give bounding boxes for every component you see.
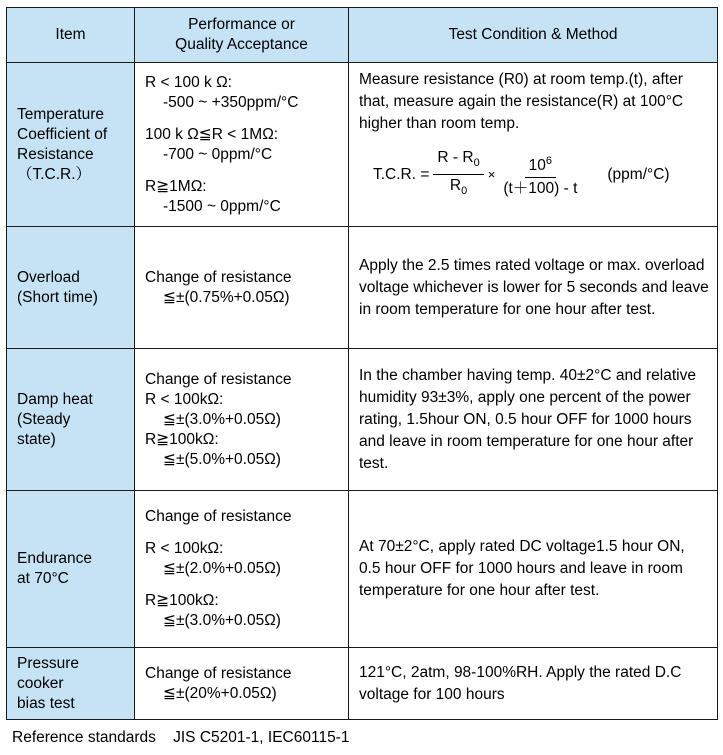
item-line: state) (17, 430, 56, 448)
condition-cell (349, 227, 718, 349)
perf-line: R < 100kΩ: (145, 540, 224, 557)
perf-line: ≦±(0.75%+0.05Ω) (163, 288, 290, 306)
range-label: R < 100 k Ω: (145, 73, 232, 91)
item-cell (7, 227, 135, 349)
header-performance (135, 8, 349, 63)
specification-table (6, 7, 718, 720)
reference-label: Reference standards (12, 729, 156, 746)
item-cell (7, 63, 135, 227)
perf-line: R < 100kΩ: (145, 390, 224, 408)
performance-cell (135, 491, 349, 648)
range-value: -700 ~ 0ppm/°C (163, 145, 273, 163)
performance-cell (135, 648, 349, 720)
perf-line: R≧100kΩ: (145, 430, 219, 448)
formula-fraction-1 (433, 149, 483, 200)
header-row (7, 8, 718, 63)
item-line: (Steady (17, 410, 71, 428)
item-line: Pressure (17, 654, 80, 672)
formula-unit: (ppm/°C) (607, 165, 670, 183)
numerator-2-sup: 6 (545, 154, 553, 167)
numerator-1-sub: 0 (473, 157, 480, 170)
perf-line: R≧100kΩ: (145, 592, 219, 609)
item-line: Damp heat (17, 390, 93, 408)
condition-cell (349, 349, 718, 491)
perf-line: Change of resistance (145, 268, 292, 286)
numerator-2: 10 (528, 156, 546, 174)
condition-text: Apply the 2.5 times rated voltage or max. overload voltage whichever is lower for 5 seconds and leave in room temperature for one hour after test. (359, 256, 709, 318)
condition-cell (349, 648, 718, 720)
item-line: (Short time) (17, 288, 98, 306)
perf-line: Change of resistance (145, 370, 292, 388)
range-label: R≧1MΩ: (145, 177, 207, 195)
tcr-formula (359, 149, 709, 200)
condition-cell (349, 63, 718, 227)
item-cell (7, 491, 135, 648)
item-line: Overload (17, 268, 80, 286)
condition-text: 121°C, 2atm, 98-100%RH. Apply the rated D.C voltage for 100 hours (359, 663, 682, 703)
denominator-1: R (449, 177, 462, 195)
reference-standards (12, 729, 349, 747)
range-value: -500 ~ +350ppm/°C (163, 93, 299, 111)
item-line: Temperature (17, 105, 105, 123)
item-line: cooker (17, 674, 64, 692)
item-line: Coefficient of (17, 125, 108, 143)
denominator-1-sub: 0 (461, 185, 468, 198)
perf-line: ≦±(5.0%+0.05Ω) (163, 450, 281, 468)
reference-value: JIS C5201-1, IEC60115-1 (173, 729, 350, 746)
item-cell (7, 349, 135, 491)
table-row-pressure-cooker (7, 648, 718, 720)
formula-fraction-2 (499, 152, 581, 198)
item-line: at 70°C (17, 570, 69, 587)
item-cell (7, 648, 135, 720)
item-line: （T.C.R.） (17, 165, 92, 183)
range-value: -1500 ~ 0ppm/°C (163, 197, 281, 215)
perf-line: ≦±(2.0%+0.05Ω) (163, 560, 281, 577)
condition-text: Measure resistance (R0) at room temp.(t), after that, measure again the resistance(R) at 100°C higher than room temp. (359, 71, 684, 132)
table-row-tcr (7, 63, 718, 227)
item-line: bias test (17, 694, 75, 712)
header-condition: Test Condition & Method (349, 8, 718, 63)
header-item: Item (7, 8, 135, 63)
numerator-1: R - R (437, 149, 474, 166)
perf-line: ≦±(20%+0.05Ω) (163, 684, 277, 702)
item-line: Endurance (17, 550, 92, 567)
header-performance-line1: Performance or (188, 16, 295, 33)
denominator-2: (t＋100) - t (503, 179, 578, 197)
table-row-overload (7, 227, 718, 349)
performance-cell (135, 349, 349, 491)
formula-lhs: T.C.R. = (373, 165, 430, 183)
header-performance-line2: Quality Acceptance (175, 36, 308, 53)
performance-cell (135, 227, 349, 349)
condition-cell (349, 491, 718, 648)
condition-text: At 70±2°C, apply rated DC voltage1.5 hour ON, 0.5 hour OFF for 1000 hours and leave in room temperature for one hour after test. (359, 538, 685, 599)
perf-line: ≦±(3.0%+0.05Ω) (163, 612, 281, 629)
perf-line: Change of resistance (145, 508, 292, 525)
perf-line: ≦±(3.0%+0.05Ω) (163, 410, 281, 428)
item-line: Resistance (17, 145, 94, 163)
formula-times: × (487, 166, 496, 182)
table-row-endurance (7, 491, 718, 648)
condition-text: In the chamber having temp. 40±2°C and relative humidity 93±3%, apply one percent of the power rating, 1.5hour ON, 0.5 hour OFF for 1000 hours and leave in room temperature for one hour after test. (359, 366, 696, 472)
range-label: 100 k Ω≦R < 1MΩ: (145, 125, 279, 143)
performance-cell (135, 63, 349, 227)
table-row-damp-heat (7, 349, 718, 491)
perf-line: Change of resistance (145, 664, 292, 682)
